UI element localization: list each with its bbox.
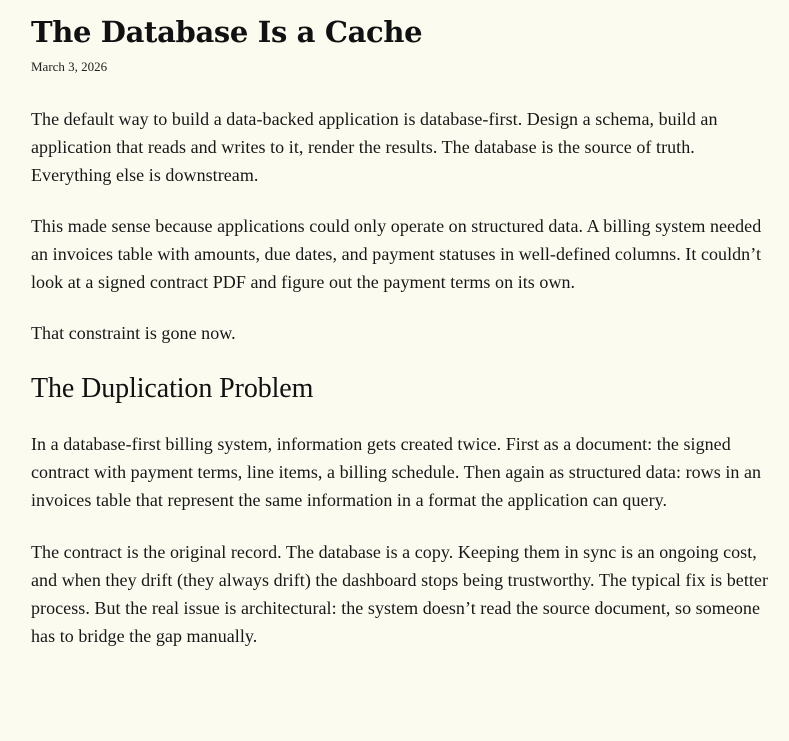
section-paragraph-2: The contract is the original record. The database is a copy. Keeping them in sync is an ongoing cost, and when they drift (they always drift) the dashboard stops being trustworthy. The typical fix is better process. But the real issue is architectural: the system doesn’t read the source document, so someone has to bridge the gap manually. bbox=[31, 542, 769, 646]
article-title: The Database Is a Cache bbox=[31, 15, 423, 49]
intro-paragraph-2: This made sense because applications could only operate on structured data. A billing system needed an invoices table with amounts, due dates, and payment statuses in well-defined columns. It couldn’t look at a signed contract PDF and figure out the payment terms on its own. bbox=[31, 216, 762, 292]
intro-paragraph-3: That constraint is gone now. bbox=[31, 323, 236, 343]
intro-paragraph-1: The default way to build a data-backed application is database-first. Design a schema, build an application that reads and writes to it, render the results. The database is the source of truth. Everything else is downstream. bbox=[31, 109, 718, 185]
section-paragraph-1: In a database-first billing system, information gets created twice. First as a document: the signed contract with payment terms, line items, a billing schedule. Then again as structured data: rows in an invoices table that represent the same information in a format the application can query. bbox=[31, 434, 762, 510]
article bbox=[31, 0, 771, 650]
publish-date: March 3, 2026 bbox=[31, 59, 108, 74]
section-heading: The Duplication Problem bbox=[31, 373, 314, 404]
